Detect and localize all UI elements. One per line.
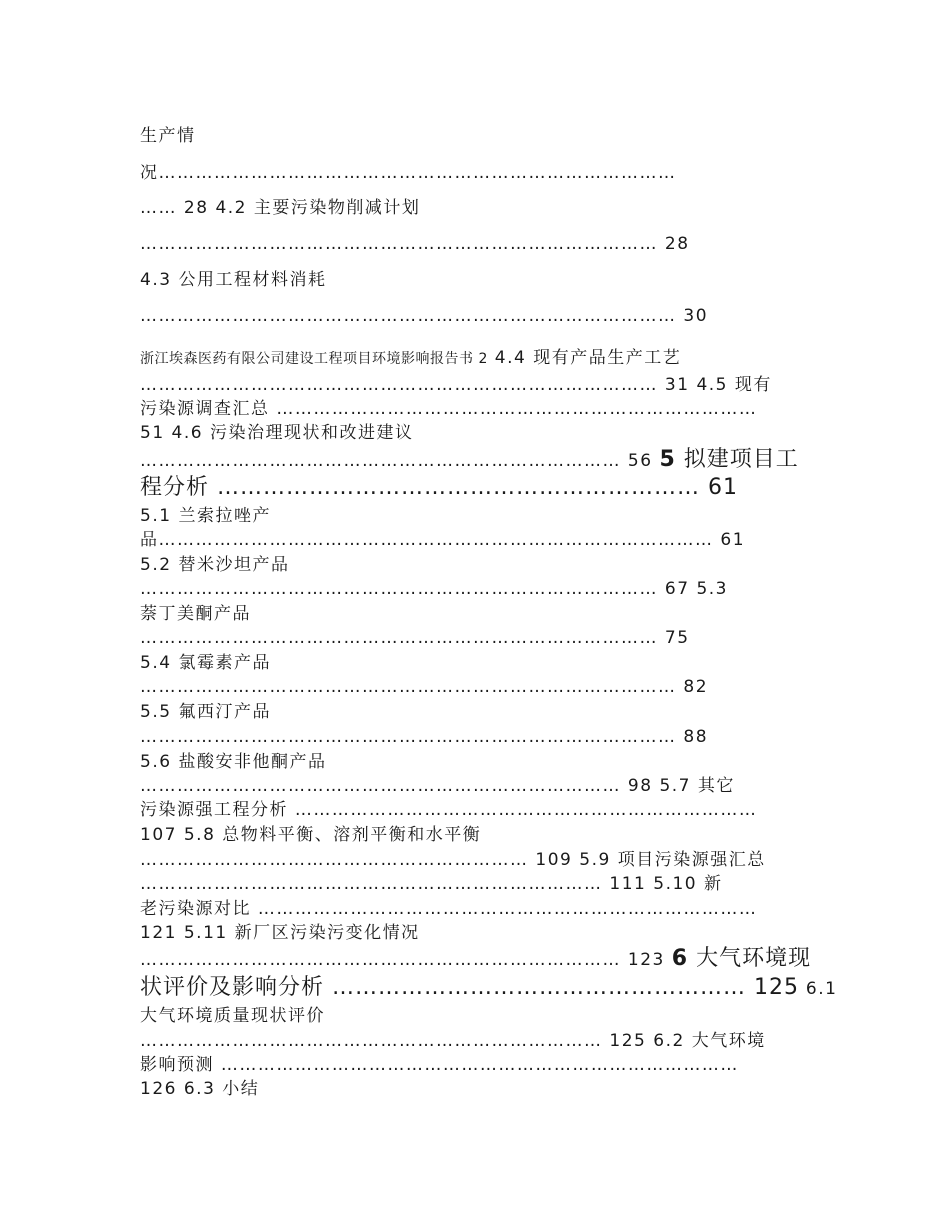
toc-line: 况………………………………………………………………………… xyxy=(140,163,677,183)
toc-line: 程分析 ……………………………………………………… 61 xyxy=(140,475,738,500)
toc-line: 5.2 替米沙坦产品 xyxy=(140,555,290,575)
toc-entry-text: 4.4 现有产品生产工艺 xyxy=(487,348,682,368)
toc-line: 污染源强工程分析 ………………………………………………………………… xyxy=(140,800,758,820)
toc-line: 老污染源对比 ……………………………………………………………………… xyxy=(140,899,758,919)
toc-entry-text: 6.1 xyxy=(798,979,838,999)
toc-line: 萘丁美酮产品 xyxy=(140,604,251,624)
toc-line: 4.3 公用工程材料消耗 xyxy=(140,270,327,290)
toc-line: …………………………………………………………………………… 30 xyxy=(140,306,709,326)
toc-line xyxy=(140,977,837,1000)
toc-leader: …………………………………………………………………… 123 xyxy=(140,950,672,970)
chapter-title: 状评价及影响分析 ……………………………………………… 125 xyxy=(140,975,799,1000)
toc-line: ………………………………………………………………… 111 5.10 新 xyxy=(140,874,723,894)
toc-line: ………………………………………………………………………… 31 4.5 现有 xyxy=(140,375,772,395)
toc-line: ………………………………………………………………………… 28 xyxy=(140,234,690,254)
toc-line xyxy=(140,449,799,472)
toc-line: …………………………………………………………………… 98 5.7 其它 xyxy=(140,776,735,796)
toc-line: …… 28 4.2 主要污染物削减计划 xyxy=(140,198,421,218)
toc-line: ………………………………………………………………………… 75 xyxy=(140,628,690,648)
toc-line: 影响预测 ………………………………………………………………………… xyxy=(140,1055,739,1075)
toc-line: 5.1 兰索拉唑产 xyxy=(140,506,271,526)
chapter-number: 6 xyxy=(671,946,689,971)
toc-line: ………………………………………………………………… 125 6.2 大气环境 xyxy=(140,1031,766,1051)
chapter-title: 大气环境现 xyxy=(688,946,812,971)
toc-line: 126 6.3 小结 xyxy=(140,1079,260,1099)
toc-line: 5.6 盐酸安非他酮产品 xyxy=(140,752,327,772)
toc-line: …………………………………………………………………………… 88 xyxy=(140,727,709,747)
running-header: 浙江埃森医药有限公司建设工程项目环境影响报告书 2 xyxy=(140,351,488,367)
toc-line xyxy=(140,347,681,370)
toc-line: 大气环境质量现状评价 xyxy=(140,1006,325,1026)
chapter-number: 5 xyxy=(659,447,676,472)
chapter-title: 拟建项目工 xyxy=(675,447,799,472)
toc-line: 生产情 xyxy=(140,126,196,146)
toc-line: ………………………………………………………………………… 67 5.3 xyxy=(140,579,728,599)
toc-line: 品……………………………………………………………………………… 61 xyxy=(140,530,746,550)
toc-line: 121 5.11 新厂区污染污变化情况 xyxy=(140,923,420,943)
toc-line: …………………………………………………………………………… 82 xyxy=(140,677,709,697)
toc-line: 51 4.6 污染治理现状和改进建议 xyxy=(140,423,414,443)
toc-line: 107 5.8 总物料平衡、溶剂平衡和水平衡 xyxy=(140,825,482,845)
toc-line: 5.4 氯霉素产品 xyxy=(140,653,271,673)
toc-line xyxy=(140,948,811,971)
toc-leader: …………………………………………………………………… 56 xyxy=(140,451,660,471)
toc-line: ……………………………………………………… 109 5.9 项目污染源强汇总 xyxy=(140,850,766,870)
toc-line: 污染源调查汇总 …………………………………………………………………… xyxy=(140,399,758,419)
toc-line: 5.5 氟西汀产品 xyxy=(140,702,271,722)
